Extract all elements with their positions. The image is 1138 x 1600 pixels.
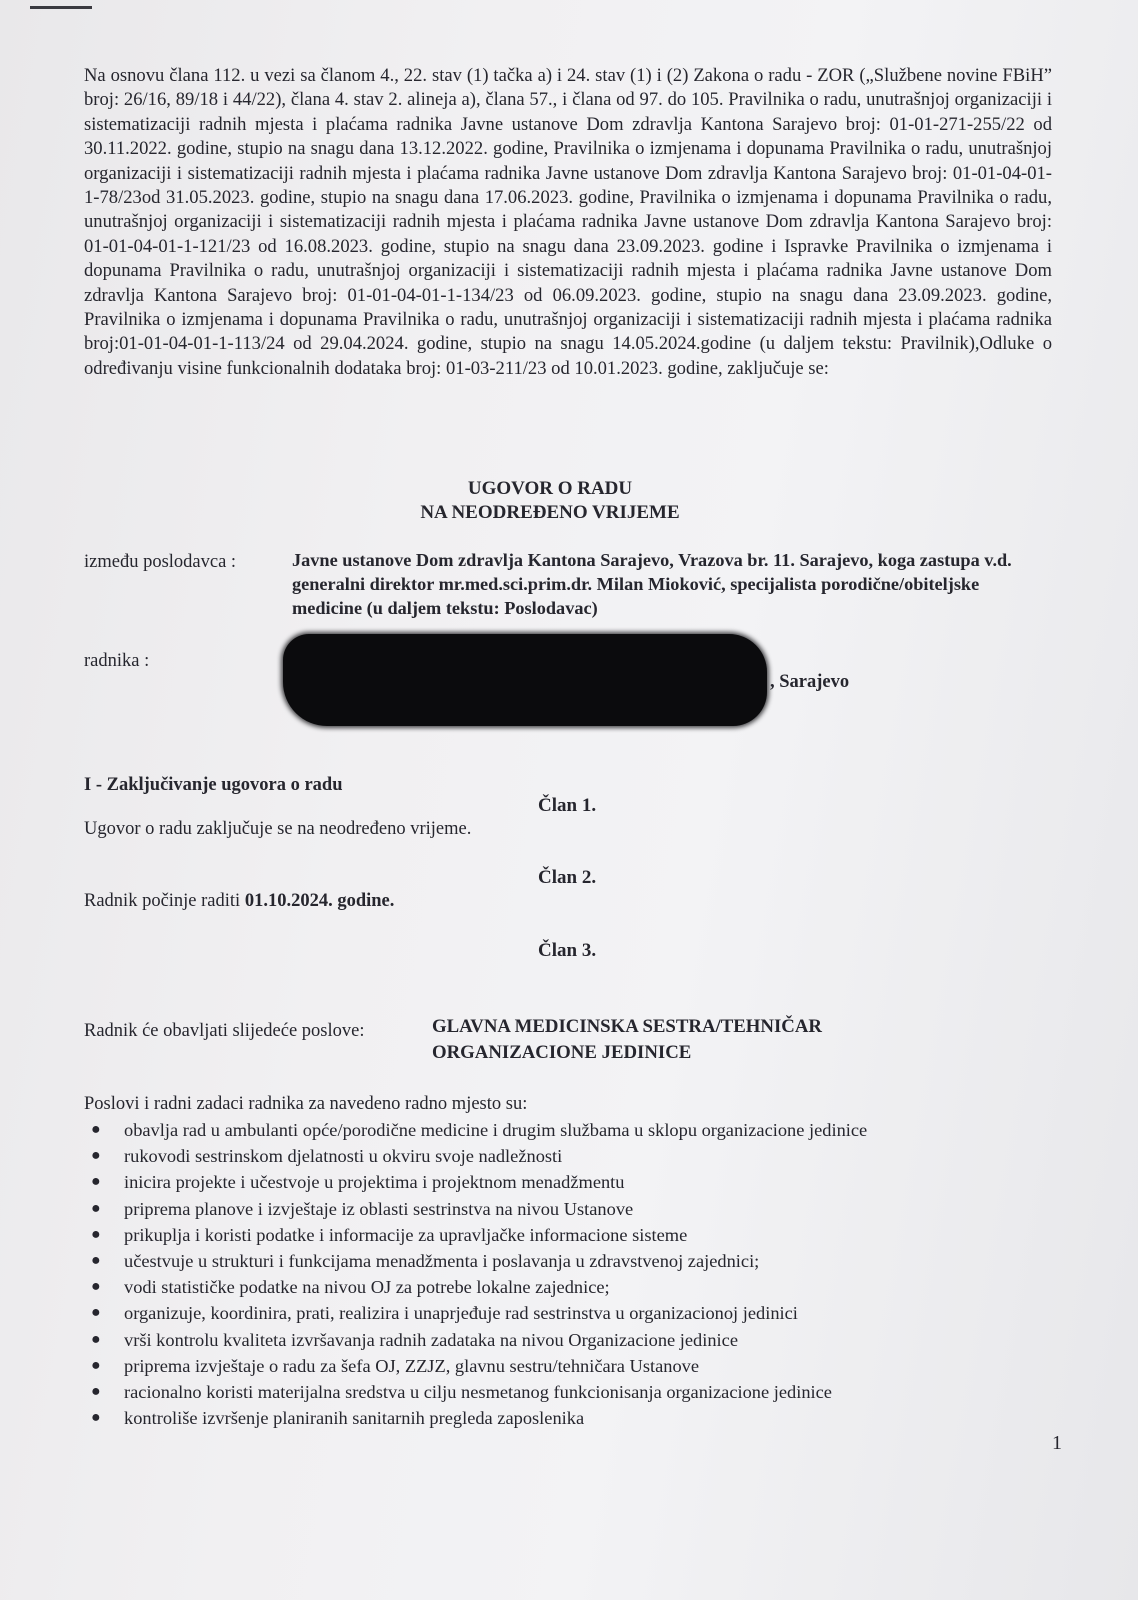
bullet-icon: ● [91, 1199, 101, 1217]
article-2-text [84, 891, 394, 912]
contract-subtitle: NA NEODREĐENO VRIJEME [420, 502, 680, 523]
bullet-icon: ● [91, 1304, 101, 1322]
task-text: učestvuje u strukturi i funkcijama menadžmenta i poslavanja u zdravstvenoj zajednici; [124, 1250, 760, 1271]
bullet-icon: ● [91, 1356, 101, 1374]
list-item [84, 1353, 867, 1379]
task-text: inicira projekte i učestvoje u projektima i projektnom menadžmentu [124, 1172, 625, 1193]
tasks-intro: Poslovi i radni zadaci radnika za navedeno radno mjesto su: [84, 1094, 528, 1114]
bullet-icon: ● [91, 1382, 101, 1400]
worker-label: radnika : [84, 651, 150, 671]
list-item [84, 1405, 867, 1431]
contract-title: UGOVOR O RADU [467, 478, 633, 499]
bullet-icon: ● [91, 1173, 101, 1191]
task-text: organizuje, koordinira, prati, realizira i unaprjeđuje rad sestrinstva u organizacionoj jedinici [124, 1303, 798, 1324]
task-list [84, 1117, 867, 1431]
list-item [84, 1222, 867, 1248]
list-item [84, 1143, 867, 1169]
worker-city: , Sarajevo [770, 672, 850, 692]
list-item [84, 1196, 867, 1222]
bullet-icon: ● [91, 1147, 101, 1165]
scan-edge-mark [30, 6, 92, 9]
bullet-icon: ● [91, 1225, 101, 1243]
start-date: 01.10.2024. godine. [244, 891, 395, 911]
position-title-line1: GLAVNA MEDICINSKA SESTRA/TEHNIČAR [432, 1016, 822, 1037]
list-item [84, 1248, 867, 1274]
article-3-heading: Član 3. [538, 940, 597, 961]
list-item [84, 1300, 867, 1326]
position-title [432, 1014, 822, 1066]
bullet-icon: ● [91, 1330, 101, 1348]
article-1-text: Ugovor o radu zaključuje se na neodređeno vrijeme. [84, 819, 472, 839]
list-item [84, 1169, 867, 1195]
task-text: kontroliše izvršenje planiranih sanitarnih pregleda zaposlenika [124, 1408, 585, 1429]
position-title-line2: ORGANIZACIONE JEDINICE [432, 1042, 692, 1063]
task-text: rukovodi sestrinskom djelatnosti u okviru svoje nadležnosti [124, 1146, 563, 1167]
page-number: 1 [1052, 1432, 1062, 1454]
list-item [84, 1117, 867, 1143]
bullet-icon: ● [91, 1278, 101, 1296]
employer-label: između poslodavca : [84, 552, 237, 572]
task-text: obavlja rad u ambulanti opće/porodične medicine i drugim službama u sklopu organizacione jedinice [124, 1120, 868, 1140]
bullet-icon: ● [91, 1251, 101, 1269]
preamble-paragraph: Na osnovu člana 112. u vezi sa članom 4., 22. stav (1) tačka a) i 24. stav (1) i (2) Zakona o radu - ZOR („Službene novine FBiH” broj: 26/16, 89/18 i 44/22), člana 4. stav 2. alineja a), člana 57., i člana od 97. do 105. Pravilnika o radu, unutrašnjoj organizaciji i sistematizaciji radnih mjesta i plaćama radnika Javne ustanove Dom zdravlja Kantona Sarajevo broj: 01-01-271-255/22 od 30.11.2022. godine, stupio na snagu dana 13.12.2022. godine, Pravilnika o izmjenama i dopunama Pravilnika o radu, unutrašnjoj organizaciji i sistematizaciji radnih mjesta i plaćama radnika Javne ustanove Dom zdravlja Kantona Sarajevo broj: 01-01-04-01-1-78/23od 31.05.2023. godine, stupio na snagu dana 17.06.2023. godine, Pravilnika o izmjenama i dopunama Pravilnika o radu, unutrašnjoj organizaciji i sistematizaciji radnih mjesta i plaćama radnika Javne ustanove Dom zdravlja Kantona Sarajevo broj: 01-01-04-01-1-121/23 od 16.08.2023. godine, stupio na snagu dana 23.09.2023. godine i Ispravke Pravilnika o izmjenama i dopunama Pravilnika o radu, unutrašnjoj organizaciji i sistematizaciji radnih mjesta i plaćama radnika Javne ustanove Dom zdravlja Kantona Sarajevo broj: 01-01-04-01-1-134/23 od 06.09.2023. godine, stupio na snagu dana 23.09.2023. godine, Pravilnika o izmjenama i dopunama Pravilnika o radu, unutrašnjoj organizaciji i sistematizaciji radnih mjesta i plaćama radnika broj:01-01-04-01-1-113/24 od 29.04.2024. godine, stupio na snagu 14.05.2024.godine (u daljem tekstu: Pravilnik),Odluke o određivanju visine funkcionalnih dodataka broj: 01-03-211/23 od 10.01.2023. godine, zaključuje se: [84, 65, 1052, 379]
duties-intro: Radnik će obavljati slijedeće poslove: [84, 1021, 365, 1041]
task-text: priprema izvještaje o radu za šefa OJ, ZZJZ, glavnu sestru/tehničara Ustanove [124, 1355, 700, 1376]
task-text: racionalno koristi materijalna sredstva u cilju nesmetanog funkcionisanja organizacione jedinice [124, 1381, 832, 1402]
bullet-icon: ● [91, 1121, 101, 1138]
article-2-heading: Član 2. [538, 867, 597, 888]
list-item [84, 1327, 867, 1353]
task-text: prikuplja i koristi podatke i informacije za upravljačke informacione sisteme [124, 1224, 688, 1245]
task-text: vrši kontrolu kvaliteta izvršavanja radnih zadataka na nivou Organizacione jedinice [124, 1329, 738, 1350]
list-item [84, 1274, 867, 1300]
section-heading: I - Zaključivanje ugovora o radu [84, 775, 343, 795]
redaction-block [283, 634, 767, 726]
article-1-heading: Član 1. [538, 795, 597, 816]
article-2-prefix: Radnik počinje raditi [84, 891, 245, 911]
employer-details: Javne ustanove Dom zdravlja Kantona Sarajevo, Vrazova br. 11. Sarajevo, koga zastupa v.d. generalni direktor mr.med.sci.prim.dr. Milan Mioković, specijalista porodične/obiteljske medicine (u daljem tekstu: Poslodavac) [292, 550, 1012, 618]
bullet-icon: ● [91, 1409, 101, 1427]
list-item [84, 1379, 867, 1405]
task-text: vodi statističke podatke na nivou OJ za potrebe lokalne zajednice; [124, 1277, 610, 1298]
task-text: priprema planove i izvještaje iz oblasti sestrinstva na nivou Ustanove [124, 1198, 634, 1219]
